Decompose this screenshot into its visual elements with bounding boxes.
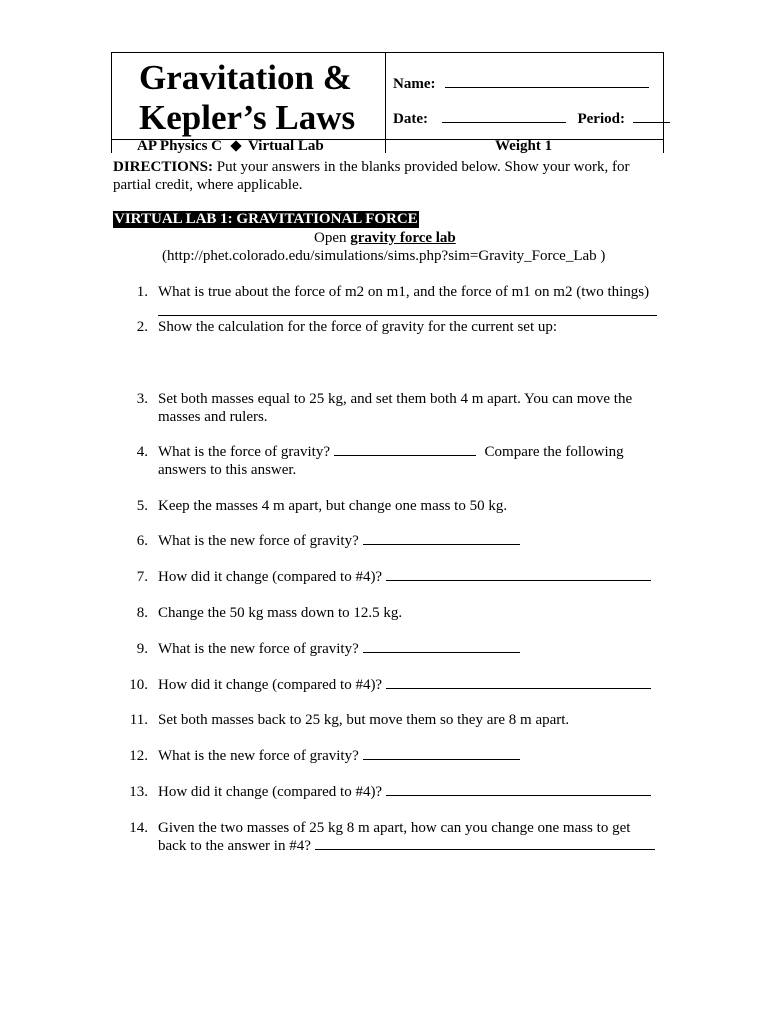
- open-line: [314, 229, 456, 247]
- answer-blank-7[interactable]: [386, 568, 651, 581]
- lab-url: (http://phet.colorado.edu/simulations/sims.php?sim=Gravity_Force_Lab ): [162, 248, 606, 264]
- question-9-text: What is the new force of gravity?: [158, 641, 359, 657]
- answer-blank-14[interactable]: [315, 837, 655, 850]
- question-10-line: [158, 676, 651, 694]
- course-line: [137, 138, 324, 155]
- date-period-field: [393, 108, 670, 128]
- question-number: 9.: [136, 641, 148, 657]
- question-12-text: What is the new force of gravity?: [158, 748, 359, 764]
- date-blank[interactable]: [442, 108, 566, 123]
- worksheet-header: [111, 52, 664, 153]
- answer-blank-12[interactable]: [363, 747, 520, 760]
- course-label: AP Physics C: [137, 138, 223, 154]
- open-text: Open: [314, 230, 347, 246]
- answer-blank-10[interactable]: [386, 676, 651, 689]
- question-3-text-1: Set both masses equal to 25 kg, and set them both 4 m apart. You can move the: [158, 391, 633, 407]
- question-number: 4.: [136, 444, 148, 460]
- diamond-icon: [230, 140, 241, 151]
- period-label: Period:: [577, 111, 625, 127]
- question-14-text-1: Given the two masses of 25 kg 8 m apart, how can you change one mass to get: [158, 820, 631, 836]
- question-number: 1.: [136, 284, 148, 300]
- student-info-box: [385, 52, 664, 140]
- answer-blank-13[interactable]: [386, 783, 651, 796]
- question-number: 7.: [136, 569, 148, 585]
- lab1-heading: VIRTUAL LAB 1: GRAVITATIONAL FORCE: [114, 211, 418, 227]
- question-1-text: What is true about the force of m2 on m1, and the force of m1 on m2 (two things): [158, 284, 650, 300]
- period-blank[interactable]: [633, 108, 670, 123]
- question-4-text-b: Compare the following: [484, 444, 624, 460]
- question-number: 11.: [129, 712, 148, 728]
- question-number: 5.: [136, 498, 148, 514]
- question-number: 3.: [136, 391, 148, 407]
- answer-blank-6[interactable]: [363, 532, 520, 545]
- gravity-force-lab-link[interactable]: gravity force lab: [350, 230, 456, 246]
- directions-text-1: Put your answers in the blanks provided below. Show your work, for: [216, 159, 630, 175]
- answer-blank-9[interactable]: [363, 640, 520, 653]
- question-4-text-2: answers to this answer.: [158, 462, 297, 478]
- lab-type-label: Virtual Lab: [248, 138, 324, 154]
- question-7-line: [158, 568, 651, 586]
- question-5-text: Keep the masses 4 m apart, but change one mass to 50 kg.: [158, 498, 508, 514]
- question-10-text: How did it change (compared to #4)?: [158, 677, 383, 693]
- question-14-text-2: back to the answer in #4?: [158, 838, 311, 854]
- date-label: Date:: [393, 111, 428, 127]
- name-blank[interactable]: [445, 73, 649, 88]
- title-line-2: Kepler’s Laws: [139, 98, 356, 137]
- question-14-line-2: [158, 837, 655, 855]
- question-number: 12.: [129, 748, 148, 764]
- question-6-line: [158, 532, 520, 550]
- question-6-text: What is the new force of gravity?: [158, 533, 359, 549]
- question-number: 10.: [129, 677, 148, 693]
- question-12-line: [158, 747, 520, 765]
- answer-blank-1[interactable]: [158, 302, 657, 316]
- name-field[interactable]: [393, 73, 649, 93]
- directions-line-1: [113, 158, 630, 176]
- title-line-1: Gravitation &: [139, 58, 352, 97]
- weight-label: Weight 1: [495, 138, 553, 154]
- question-13-text: How did it change (compared to #4)?: [158, 784, 383, 800]
- name-label: Name:: [393, 76, 436, 92]
- title-box: [111, 52, 386, 140]
- question-11-text: Set both masses back to 25 kg, but move them so they are 8 m apart.: [158, 712, 570, 728]
- question-number: 13.: [129, 784, 148, 800]
- question-13-line: [158, 783, 651, 801]
- question-3-text-2: masses and rulers.: [158, 409, 268, 425]
- directions-label: DIRECTIONS:: [113, 159, 214, 175]
- question-number: 2.: [136, 319, 148, 335]
- question-number: 6.: [136, 533, 148, 549]
- question-4-line-1: [158, 443, 624, 461]
- directions-text-2: partial credit, where applicable.: [113, 177, 303, 193]
- question-number: 8.: [136, 605, 148, 621]
- question-8-text: Change the 50 kg mass down to 12.5 kg.: [158, 605, 403, 621]
- answer-blank-4[interactable]: [334, 443, 476, 456]
- question-9-line: [158, 640, 520, 658]
- question-number: 14.: [129, 820, 148, 836]
- question-4-text-a: What is the force of gravity?: [158, 444, 331, 460]
- question-7-text: How did it change (compared to #4)?: [158, 569, 383, 585]
- question-2-text: Show the calculation for the force of gravity for the current set up:: [158, 319, 558, 335]
